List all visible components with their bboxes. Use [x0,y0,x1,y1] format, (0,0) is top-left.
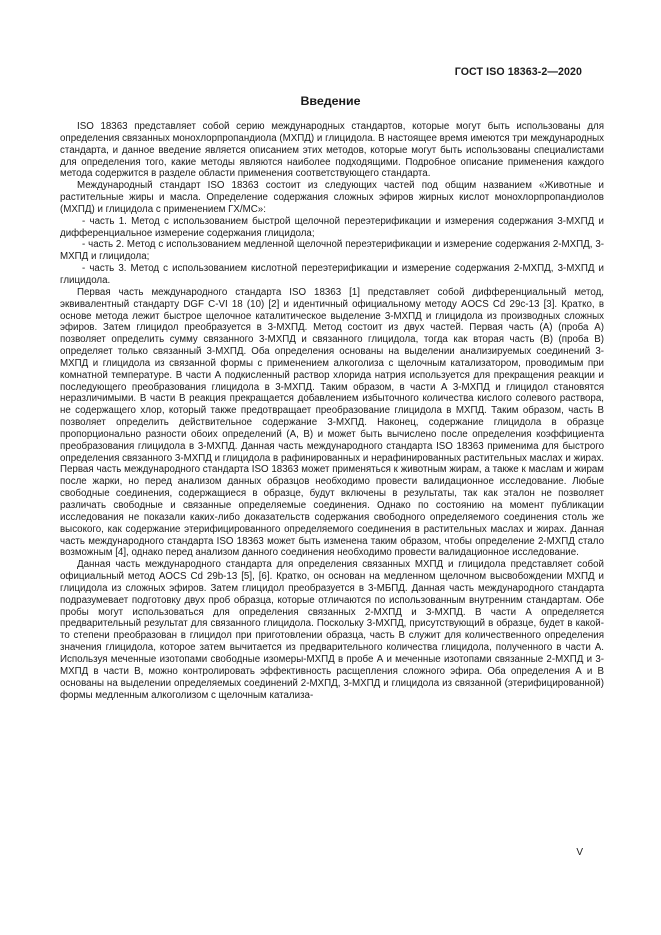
body-text [60,121,604,701]
list-item-part-1: - часть 1. Метод с использованием быстрой щелочной переэтерификации и измерения содержания 3-МХПД и дифференциальное измерение содержания глицидола; [60,215,604,239]
page-number: V [576,847,583,858]
paragraph-parts-overview: Международный стандарт ISO 18363 состоит из следующих частей под общим названием «Животные и растительные жиры и масла. Определение содержания сложных эфиров жирных кислот монохлорпропандиолов (МХПД) и глицидола с применением ГХ/МС»: [60,180,604,215]
section-title: Введение [300,94,361,108]
list-item-part-3: - часть 3. Метод с использованием кислотной переэтерификации и измерение содержания 2-МХПД, 3-МХПД и глицидола. [60,263,604,286]
standard-code-header: ГОСТ ISO 18363-2—2020 [454,66,582,78]
paragraph-part-1-method: Первая часть международного стандарта ISO 18363 [1] представляет собой дифференциальный метод, эквивалентный стандарту DGF C-VI 18 (10) [2] и идентичный официальному методу AOCS Cd 29c-13 [3]. Кратко, в основе метода лежит быстрое щелочное каталитическое выделение 3-МХПД и глицидола из производных сложных эфиров. Затем глицидол преобразуется в 3-МХПД. Метод состоит из двух частей. Первая часть (А) (проба А) позволяет определить сумму связанного 3-МХПД и связанного глицидола, тогда как вторая часть (В) (проба В) определяет только связанный 3-МХПД. Оба определения основаны на выделении анализируемых соединений 3-МХПД и глицидола из связанной формы с применением алкоголиза с щелочным катализатором, проводимым при комнатной температуре. В части А подкисленный раствор хлорида натрия используется для прекращения реакции и последующего преобразования глицидола в 3-МХПД. Таким образом, в части А 3-МХПД и глицидол становятся неразличимыми. В части В реакция прекращается добавлением избыточного количества кислого солевого раствора, не содержащего хлор, который также предотвращает преобразование глицидола в МХПД. Таким образом, часть В позволяет определить действительное содержание 3-МХПД. Наконец, содержание глицидола в образце пропорционально разности обоих определений (А, В) и может быть вычислено после определения коэффициента преобразования глицидола в 3-МХПД. Данная часть международного стандарта ISO 18363 применима для быстрого определения связанного 3-МХПД и глицидола в рафинированных и нерафинированных растительных маслах и жирах. Первая часть международного стандарта ISO 18363 может применяться к животным жирам, а также к маслам и жирам после жарки, но перед анализом данных образцов необходимо провести валидационное исследование. Любые свободные соединения, содержащиеся в образце, будут включены в результаты, так как эталон не позволяет различать свободные и связанные определяемые соединения. Однако по состоянию на момент публикации исследования не показали каких-либо доказательств содержания свободного определяемого соединения столь же высокого, как содержание этерифицированного определяемого соединения в растительных маслах и жирах. Данная часть международного стандарта ISO 18363 может быть изменена таким образом, чтобы определение 2-МХПД стало возможным [4], однако перед анализом данного соединения необходимо провести валидационное исследование. [60,286,604,559]
paragraph-intro: ISO 18363 представляет собой серию международных стандартов, которые могут быть использованы для определения связанных монохлорпропандиола (МХПД) и глицидола. В настоящее время имеются три международных стандарта, и данное введение является описанием этих методов, которые могут быть использованы специалистами для определения того, какие методы являются наиболее подходящими. Подробное описание применения каждого метода содержится в разделе области применения соответствующего стандарта. [60,121,604,180]
paragraph-part-2-method: Данная часть международного стандарта для определения связанных МХПД и глицидола представляет собой официальный метод AOCS Cd 29b-13 [5], [6]. Кратко, он основан на медленном щелочном высвобождении МХПД и глицидола из сложных эфиров. Затем глицидол преобразуется в 3-МБПД. Данная часть международного стандарта подразумевает подготовку двух проб образца, которые отличаются по использованным внутренним стандартам. Обе пробы могут использоваться для определения связанных 2-МХПД и 3-МХПД. В части А определяется предварительный результат для связанного глицидола. Поскольку 3-МХПД, присутствующий в образце, будет в какой-то степени преобразован в глицидол при приготовлении образца, часть В служит для количественного определения значения глицидола, которое затем вычитается из предварительного количества глицидола, полученного в части А. Используя меченные изотопами свободные изомеры-МХПД в пробе А и меченные изотопами связанные 2-МХПД и 3-МХПД в части В, можно контролировать эффективность расщепления сложного эфира. Оба определения А и В основаны на выделении определяемых соединений 2-МХПД, 3-МХПД и глицидола из связанной (этерифицированной) формы медленным алкоголизом с щелочным катализа- [60,559,604,701]
list-item-part-2: - часть 2. Метод с использованием медленной щелочной переэтерификации и измерение содержания 2-МХПД, 3-МХПД и глицидола; [60,239,604,263]
